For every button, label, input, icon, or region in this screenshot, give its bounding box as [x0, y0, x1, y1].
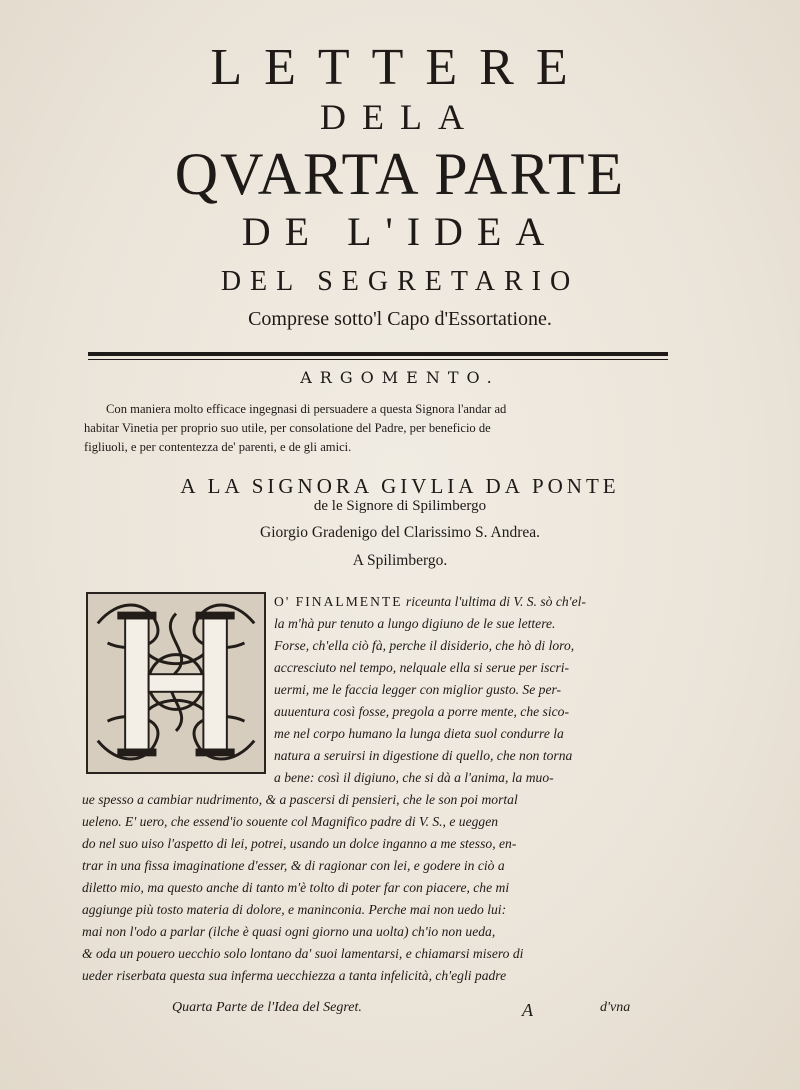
argomento-line: figliuoli, e per contentezza de' parenti, e de gli amici. [84, 440, 352, 454]
catchword: d'vna [600, 1000, 631, 1015]
argomento-line: habitar Vinetia per proprio suo utile, per consolatione del Padre, per beneficio de [84, 421, 491, 435]
letter-line: diletto mio, ma questo anche di tanto m'è tolto di poter far con piacere, che mi [82, 880, 510, 895]
title-quarta-parte: QVARTA PARTE [174, 141, 626, 207]
signature-mark: A [522, 1000, 533, 1020]
title-rule-thin [88, 359, 668, 360]
argomento-line: Con maniera molto efficace ingegnasi di persuadere a questa Signora l'andar ad [106, 402, 507, 416]
title-rule-thick [88, 352, 668, 356]
address-recipient: A LA SIGNORA GIVLIA DA PONTE [180, 474, 620, 498]
argomento-text [84, 400, 669, 457]
title-de-la: DELA [320, 97, 480, 137]
letter-line: Forse, ch'ella ciò fà, perche il disiderio, che hò di loro, [274, 638, 575, 653]
address-place: A Spilimbergo. [352, 552, 448, 569]
letter-line: ueder riserbata questa sua inferma uecchiezza a tanta infelicità, ch'egli padre [82, 968, 507, 983]
address-family: de le Signore di Spilimbergo [313, 498, 487, 514]
title-de-l-idea: DE L'IDEA [241, 209, 559, 254]
running-title: Quarta Parte de l'Idea del Segret. [172, 1000, 362, 1015]
letter-line: ueleno. E' uero, che essend'io souente col Magnifico padre di V. S., e ueggen [82, 814, 499, 829]
letter-line: & oda un pouero uecchio solo lontano da' suoi lamentarsi, e chiamarsi misero di [82, 946, 524, 961]
address-sender: Giorgio Gradenigo del Clarissimo S. Andrea. [260, 524, 540, 541]
decorated-initial-h-icon [86, 592, 266, 774]
letter-opening: O' FINALMENTE [274, 594, 403, 609]
letter-line: aggiunge più tosto materia di dolore, e maninconia. Perche mai non uedo lui: [82, 902, 507, 917]
title-subtitle: Comprese sotto'l Capo d'Essortatione. [248, 308, 552, 330]
letter-first-line [274, 594, 586, 610]
letter-line: mai non l'odo a parlar (ilche è quasi ogni giorno una uolta) ch'io non ueda, [82, 924, 496, 939]
letter-line: me nel corpo humano la lunga dieta suol condurre la [274, 726, 564, 741]
letter-line: natura a seruirsi in digestione di quello, che non torna [274, 748, 573, 763]
letter-line: auuentura così fosse, pregola a porre mente, che sico- [274, 704, 569, 719]
argomento-heading: ARGOMENTO. [300, 368, 500, 387]
letter-line: accresciuto nel tempo, nelquale ella si serue per iscri- [274, 660, 570, 675]
letter-line: trar in una fissa imaginatione d'esser, & di ragionar con lei, e godere in ciò a [82, 858, 505, 873]
title-lettere: LETTERE [210, 39, 590, 96]
letter-line: la m'hà pur tenuto a lungo digiuno de le sue lettere. [274, 616, 556, 631]
letter-line: uermi, me le faccia legger con miglior gusto. Se per- [274, 682, 562, 697]
letter-line: a bene: così il digiuno, che si dà a l'anima, la muo- [274, 770, 554, 785]
letter-line: ue spesso a cambiar nudrimento, & a pascersi di pensieri, che le son poi mortal [82, 792, 518, 807]
letter-line: riceunta l'ultima di V. S. sò ch'el- [405, 594, 586, 609]
title-del-segretario: DEL SEGRETARIO [220, 266, 580, 297]
letter-line: do nel suo uiso l'aspetto di lei, potrei, usando un dolce inganno a me stesso, en- [82, 836, 517, 851]
